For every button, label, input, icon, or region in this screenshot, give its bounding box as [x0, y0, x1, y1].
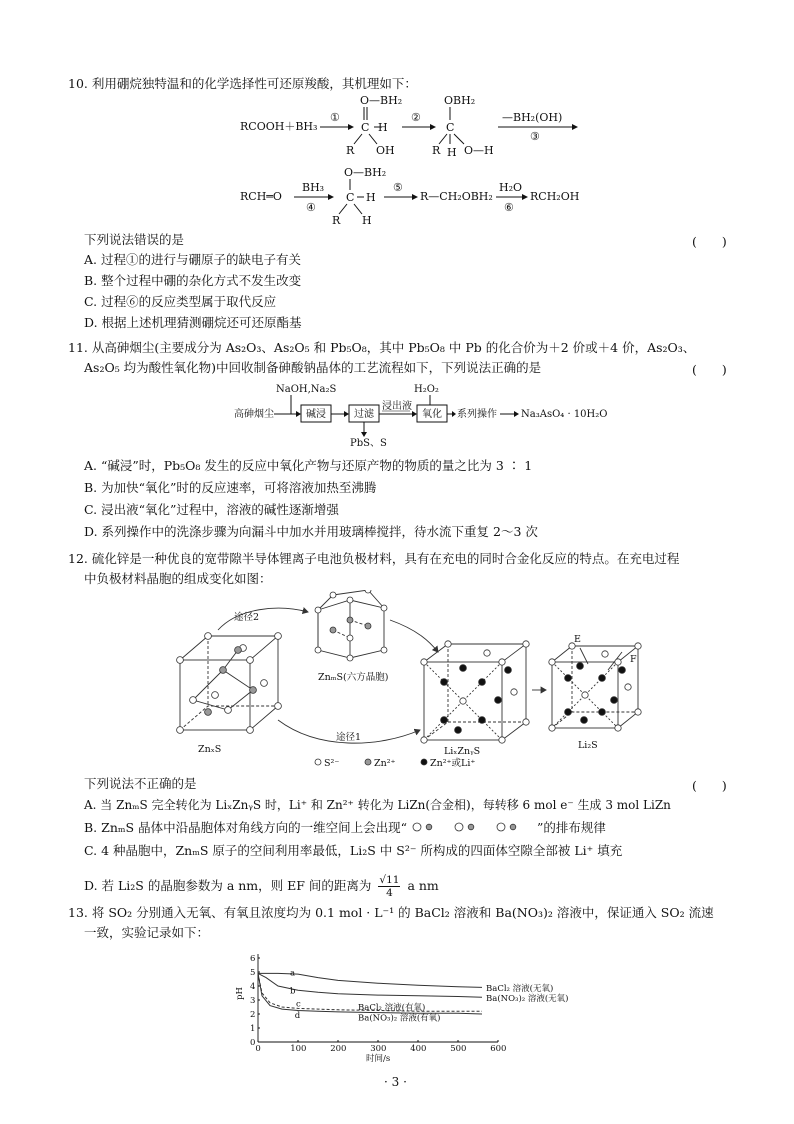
flow-ops: 系列操作	[457, 409, 497, 420]
q11-process-flowchart	[234, 382, 734, 448]
q12-option-c: C. 4 种晶胞中，ZnₘS 原子的空间利用率最低，Li₂S 中 S²⁻ 所构成的四面体空隙全部被 Li⁺ 填充	[84, 843, 623, 858]
x-tick-label: 400	[410, 1044, 427, 1054]
flow-start: 高砷烟尘	[234, 409, 274, 420]
q12-option-d-fraction	[378, 874, 400, 899]
q12-crystal-figure	[168, 590, 648, 770]
q10-int1-top: O—BH₂	[360, 94, 403, 107]
flow-box-filter: 过滤	[354, 409, 374, 420]
y-tick-label: 6	[250, 954, 256, 964]
series-letter-c: c	[296, 999, 301, 1010]
y-tick-label: 5	[250, 968, 256, 978]
q10-option-a: A. 过程①的进行与硼原子的缺电子有关	[84, 252, 301, 267]
fig-legend-s: S²⁻	[324, 758, 340, 769]
flow-reagent1: NaOH,Na₂S	[276, 384, 337, 395]
q13-stem-line1: 13. 将 SO₂ 分别通入无氧、有氧且浓度均为 0.1 mol · L⁻¹ 的 BaCl₂ 溶液和 Ba(NO₃)₂ 溶液中，保证通入 SO₂ 流速	[68, 905, 714, 920]
q13-stem-line2: 一致，实验记录如下：	[84, 925, 210, 940]
q10-ask: 下列说法错误的是	[84, 232, 185, 247]
q12-option-d-pre: D. 若 Li₂S 的晶胞参数为 a nm，则 EF 间的距离为	[84, 878, 372, 893]
q11-answer-paren: ( )	[692, 362, 727, 377]
fig-legend-znli: Zn²⁺或Li⁺	[430, 758, 476, 769]
q12-option-b	[84, 820, 606, 836]
q11-option-b: B. 为加快“氧化”时的反应速率，可将溶液加热至沸腾	[84, 480, 377, 495]
y-axis-label: pH	[235, 987, 245, 1000]
fig-cell1-label: ZnₓS	[198, 744, 222, 755]
q10-int1-h: H	[378, 121, 388, 134]
x-tick-label: 300	[370, 1044, 387, 1054]
fig-label-f: F	[630, 654, 637, 665]
q10-step4: ④	[306, 201, 316, 214]
q10-step3-reagent: —BH₂(OH)	[502, 111, 563, 124]
flow-reagent2: H₂O₂	[414, 384, 439, 395]
y-tick-label: 0	[250, 1038, 256, 1048]
fig-path1: 途径1	[336, 732, 362, 743]
q10-int1-c: C	[361, 121, 370, 134]
q10-int2-r: R	[432, 144, 441, 157]
q10-int3-top: O—BH₂	[344, 166, 387, 179]
series-legend-a: BaCl₂ 溶液(无氧)	[486, 984, 554, 995]
y-tick-label: 2	[250, 1010, 256, 1020]
q13-ph-chart	[222, 944, 602, 1062]
q11-stem-line2: As₂O₅ 均为酸性氧化物)中回收制备砷酸钠晶体的工艺流程如下，下列说法正确的是	[84, 360, 542, 375]
q10-step3: ③	[530, 130, 540, 143]
page-number: · 3 ·	[384, 1075, 407, 1089]
flow-box-leach: 碱浸	[306, 409, 326, 420]
q10-int2-c: C	[446, 121, 455, 134]
fig-cell3-label: LiₓZnᵧS	[444, 746, 481, 757]
x-tick-label: 0	[255, 1044, 261, 1054]
q10-int3-c: C	[346, 191, 355, 204]
series-legend-b: Ba(NO₃)₂ 溶液(无氧)	[486, 993, 569, 1004]
q12-option-b-post: ”的排布规律	[536, 820, 606, 835]
x-tick-label: 200	[330, 1044, 347, 1054]
q10-int1-oh: OH	[376, 144, 395, 157]
q12-stem-line2: 中负极材料晶胞的组成变化如图：	[84, 571, 272, 586]
series-legend-c: BaCl₂ 溶液(有氧)	[358, 1003, 426, 1013]
series-letter-a: a	[290, 968, 296, 979]
q12-option-d-post: a nm	[407, 878, 439, 893]
q12-option-b-pattern	[407, 820, 537, 834]
q10-int2-oh: O—H	[464, 144, 494, 157]
q10-int3-r: R	[332, 214, 341, 227]
q10-answer-paren: ( )	[692, 234, 727, 249]
fig-cell4-label: Li₂S	[578, 740, 598, 751]
q10-reactant: RCOOH＋BH₃	[240, 120, 318, 133]
flow-product: Na₃AsO₄ · 10H₂O	[521, 409, 608, 420]
q11-stem-line1: 11. 从高砷烟尘(主要成分为 As₂O₃、As₂O₅ 和 Pb₅O₈，其中 Pb₅O₈ 中 Pb 的化合价为＋2 价或＋4 价，As₂O₃、	[68, 340, 696, 355]
q10-step6: ⑥	[504, 201, 514, 214]
q10-int2-top: OBH₂	[444, 94, 476, 107]
q10-aldehyde: RCH═O	[240, 190, 282, 203]
q12-answer-paren: ( )	[692, 778, 727, 793]
x-tick-label: 100	[290, 1044, 307, 1054]
q12-option-b-pre: B. ZnₘS 晶体中沿晶胞体对角线方向的一维空间上会出现“	[84, 820, 407, 835]
series-letter-d: d	[294, 1011, 301, 1022]
fig-legend-zn: Zn²⁺	[374, 758, 396, 769]
series-letter-b: b	[290, 986, 296, 997]
q10-product5: R—CH₂OBH₂	[420, 190, 493, 203]
q10-step2: ②	[411, 111, 421, 124]
q10-option-c: C. 过程⑥的反应类型属于取代反应	[84, 294, 277, 309]
q11-option-a: A. “碱浸”时，Pb₅O₈ 发生的反应中氧化产物与还原产物的物质的量之比为 3 ∶ 1	[84, 458, 533, 473]
fig-label-e: E	[574, 634, 581, 645]
q12-ask: 下列说法不正确的是	[84, 776, 197, 791]
q10-step4-reagent: BH₃	[302, 181, 325, 194]
q11-option-c: C. 浸出液“氧化”过程中，溶液的碱性逐渐增强	[84, 502, 339, 517]
q10-int3-h1: H	[366, 191, 376, 204]
q10-int2-h: H	[447, 146, 457, 159]
q10-step6-reagent: H₂O	[499, 181, 523, 194]
q10-product6: RCH₂OH	[530, 190, 580, 203]
q12-option-d	[84, 874, 439, 899]
q10-stem: 10. 利用硼烷独特温和的化学选择性可还原羧酸，其机理如下：	[68, 76, 417, 91]
flow-filtrate: 浸出液	[382, 401, 412, 412]
fig-cell2-label: ZnₘS(六方晶胞)	[318, 672, 389, 683]
flow-residue: PbS、S	[350, 438, 387, 448]
y-tick-label: 1	[250, 1024, 256, 1034]
y-tick-label: 3	[250, 996, 256, 1006]
q12-option-d-denominator: 4	[386, 887, 393, 899]
x-tick-label: 600	[490, 1044, 507, 1054]
fig-path2: 途径2	[234, 612, 260, 623]
q10-option-d: D. 根据上述机理猜测硼烷还可还原酯基	[84, 315, 302, 330]
x-tick-label: 500	[450, 1044, 467, 1054]
x-axis-label: 时间/s	[366, 1054, 391, 1062]
q11-option-d: D. 系列操作中的洗涤步骤为向漏斗中加水并用玻璃棒搅拌，待水流下重复 2～3 次	[84, 524, 538, 539]
q10-step1: ①	[330, 111, 340, 124]
q12-option-a: A. 当 ZnₘS 完全转化为 LiₓZnᵧS 时，Li⁺ 和 Zn²⁺ 转化为 LiZn(合金相)，每转移 6 mol e⁻ 生成 3 mol LiZn	[84, 798, 671, 812]
flow-box-oxidize: 氧化	[422, 409, 442, 420]
q12-stem-line1: 12. 硫化锌是一种优良的宽带隙半导体锂离子电池负极材料，具有在充电的同时合金化反应的特点。在充电过程	[68, 551, 680, 566]
q12-option-d-numerator: √11	[379, 874, 400, 886]
q10-step5: ⑤	[393, 181, 403, 194]
q10-int3-h2: H	[362, 214, 372, 227]
q10-mechanism-scheme	[236, 94, 596, 228]
series-legend-d: Ba(NO₃)₂ 溶液(有氧)	[358, 1013, 441, 1024]
q10-int1-r: R	[346, 144, 355, 157]
q10-option-b: B. 整个过程中硼的杂化方式不发生改变	[84, 273, 302, 288]
y-tick-label: 4	[250, 982, 256, 992]
